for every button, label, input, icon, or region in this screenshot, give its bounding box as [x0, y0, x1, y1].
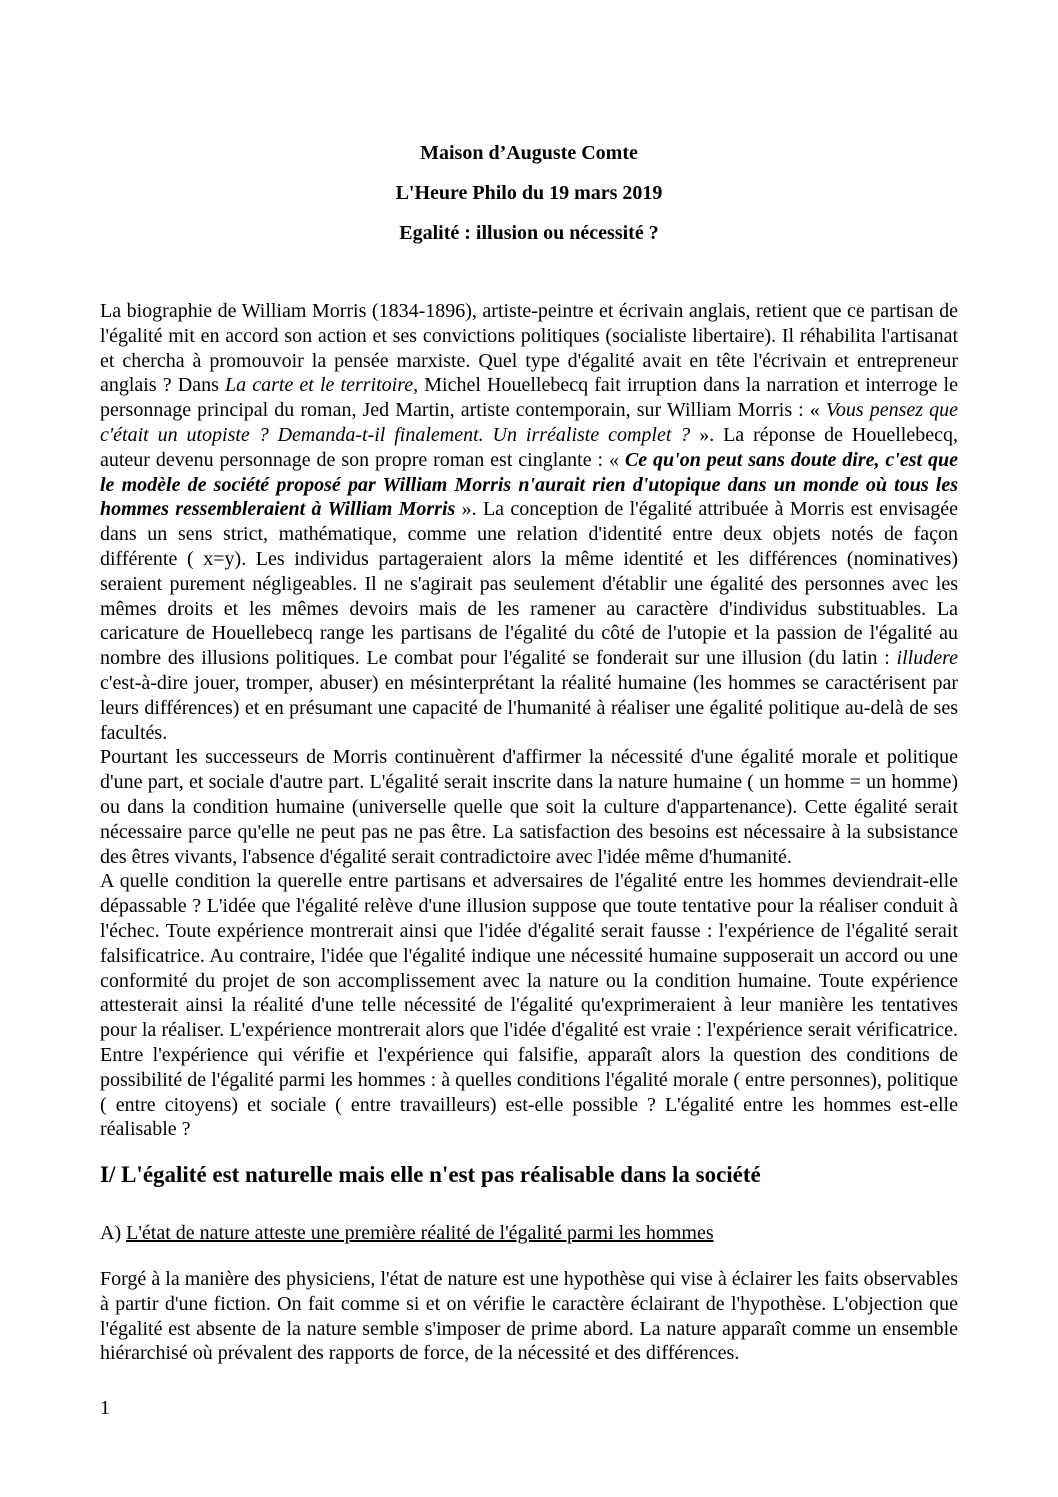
- text-run: A quelle condition la querelle entre partisans et adversaires de l'égalité entre les hommes deviendrait-elle dépassable ? L'idée que l'égalité relève d'une illusion suppose que toute tentative pour la réaliser conduit à l'échec. Toute expérience montrerait ainsi que l'idée d'égalité serait fausse : l'expérience de l'égalité serait falsificatrice. Au contraire, l'idée que l'égalité indique une nécessité humaine supposerait un accord ou une conformité du projet de son accomplissement avec la nature ou la condition humaine. Toute expérience attesterait ainsi la réalité d'une telle nécessité de l'égalité qu'exprimeraient à leur manière les tentatives pour la réaliser. L'expérience montrerait alors que l'idée d'égalité est vraie : l'expérience serait vérificatrice. Entre l'expérience qui vérifie et l'expérience qui falsifie, apparaît alors la question des conditions de possibilité de l'égalité parmi les hommes : à quelles conditions l'égalité morale ( entre personnes), politique ( entre citoyens) et sociale ( entre travailleurs) est-elle possible ? L'égalité entre les hommes est-elle réalisable ?: [100, 870, 958, 1141]
- text-run: Vous pensez que c'était un utopiste ? Demanda-t-il finalement. Un irréaliste complet ?: [100, 399, 958, 446]
- text-run: , Michel Houellebecq fait irruption dans la narration et interroge le personnage principal du roman, Jed Martin, artiste contemporain, sur William Morris : «: [100, 374, 958, 422]
- text-run: La biographie de William Morris (1834-1896), artiste-peintre et écrivain anglais, retient que ce partisan de l'égalité mit en accord son action et ses convictions politiques (socialiste libertaire). Il réhabilita l'artisanat et chercha à promouvoir la pensée marxiste. Quel type d'égalité avait en tête l'écrivain et entrepreneur anglais ? Dans: [100, 300, 958, 397]
- subsection-prefix: A): [100, 1222, 127, 1245]
- text-run: La carte et le territoire: [224, 374, 414, 397]
- document-body: [100, 299, 958, 1366]
- document-header: [100, 143, 958, 243]
- text-run: Ce qu'on peut sans doute dire, c'est que le modèle de société proposé par William Morris n'aurait rien d'utopique dans un monde où tous les hommes ressembleraient à William Morris: [100, 448, 958, 521]
- page-number: 1: [100, 1397, 110, 1419]
- paragraph-etat-de-nature: [100, 1267, 958, 1366]
- header-topic-title: Egalité : illusion ou nécessité ?: [399, 222, 659, 244]
- section-heading-1: I/ L'égalité est naturelle mais elle n'est pas réalisable dans la société: [100, 1162, 761, 1188]
- header-event-title: L'Heure Philo du 19 mars 2019: [395, 182, 663, 204]
- paragraph-morris-successors: [100, 745, 958, 869]
- subsection-title: L'état de nature atteste une première réalité de l'égalité parmi les hommes: [126, 1222, 714, 1245]
- text-run: illudere: [896, 647, 958, 670]
- text-run: ». La réponse de Houellebecq, auteur devenu personnage de son propre roman est cinglante : «: [100, 423, 958, 471]
- subsection-heading-a: [100, 1221, 958, 1245]
- text-run: Pourtant les successeurs de Morris continuèrent d'affirmer la nécessité d'une égalité morale et politique d'une part, et sociale d'autre part. L'égalité serait inscrite dans la nature humaine ( un homme = un homme) ou dans la condition humaine (universelle quelle que soit la culture d'appartenance). Cette égalité serait nécessaire parce qu'elle ne peut pas ne pas être. La satisfaction des besoins est nécessaire à la subsistance des êtres vivants, l'absence d'égalité serait contradictoire avec l'idée même d'humanité.: [100, 746, 958, 868]
- paragraph-querelle-egalite: [100, 869, 958, 1142]
- text-run: Forgé à la manière des physiciens, l'état de nature est une hypothèse qui vise à éclairer les faits observables à partir d'une fiction. On fait comme si et on vérifie le caractère éclairant de l'hypothèse. L'objection que l'égalité est absente de la nature semble s'imposer de prime abord. La nature apparaît comme un ensemble hiérarchisé où prévalent des rapports de force, de la nécessité et des différences.: [100, 1268, 958, 1365]
- paragraph-morris-biography: [100, 299, 958, 745]
- text-run: c'est-à-dire jouer, tromper, abuser) en mésinterprétant la réalité humaine (les hommes se caractérisent par leurs différences) et en présumant une capacité de l'humanité à réaliser une égalité politique au-delà de ses facultés.: [100, 671, 958, 744]
- header-organization: Maison d’Auguste Comte: [420, 142, 638, 164]
- text-run: ». La conception de l'égalité attribuée à Morris est envisagée dans un sens strict, mathématique, comme une relation d'identité entre deux objets notés de façon différente ( x=y). Les individus partageraient alors la même identité et les différences (nominatives) seraient purement négligeables. Il ne s'agirait pas seulement d'établir une égalité des personnes avec les mêmes droits et les mêmes devoirs mais de les ramener au caractère d'individus substituables. La caricature de Houellebecq range les partisans de l'égalité du côté de l'utopie et la passion de l'égalité au nombre des illusions politiques. Le combat pour l'égalité se fonderait sur une illusion (du latin :: [100, 498, 958, 670]
